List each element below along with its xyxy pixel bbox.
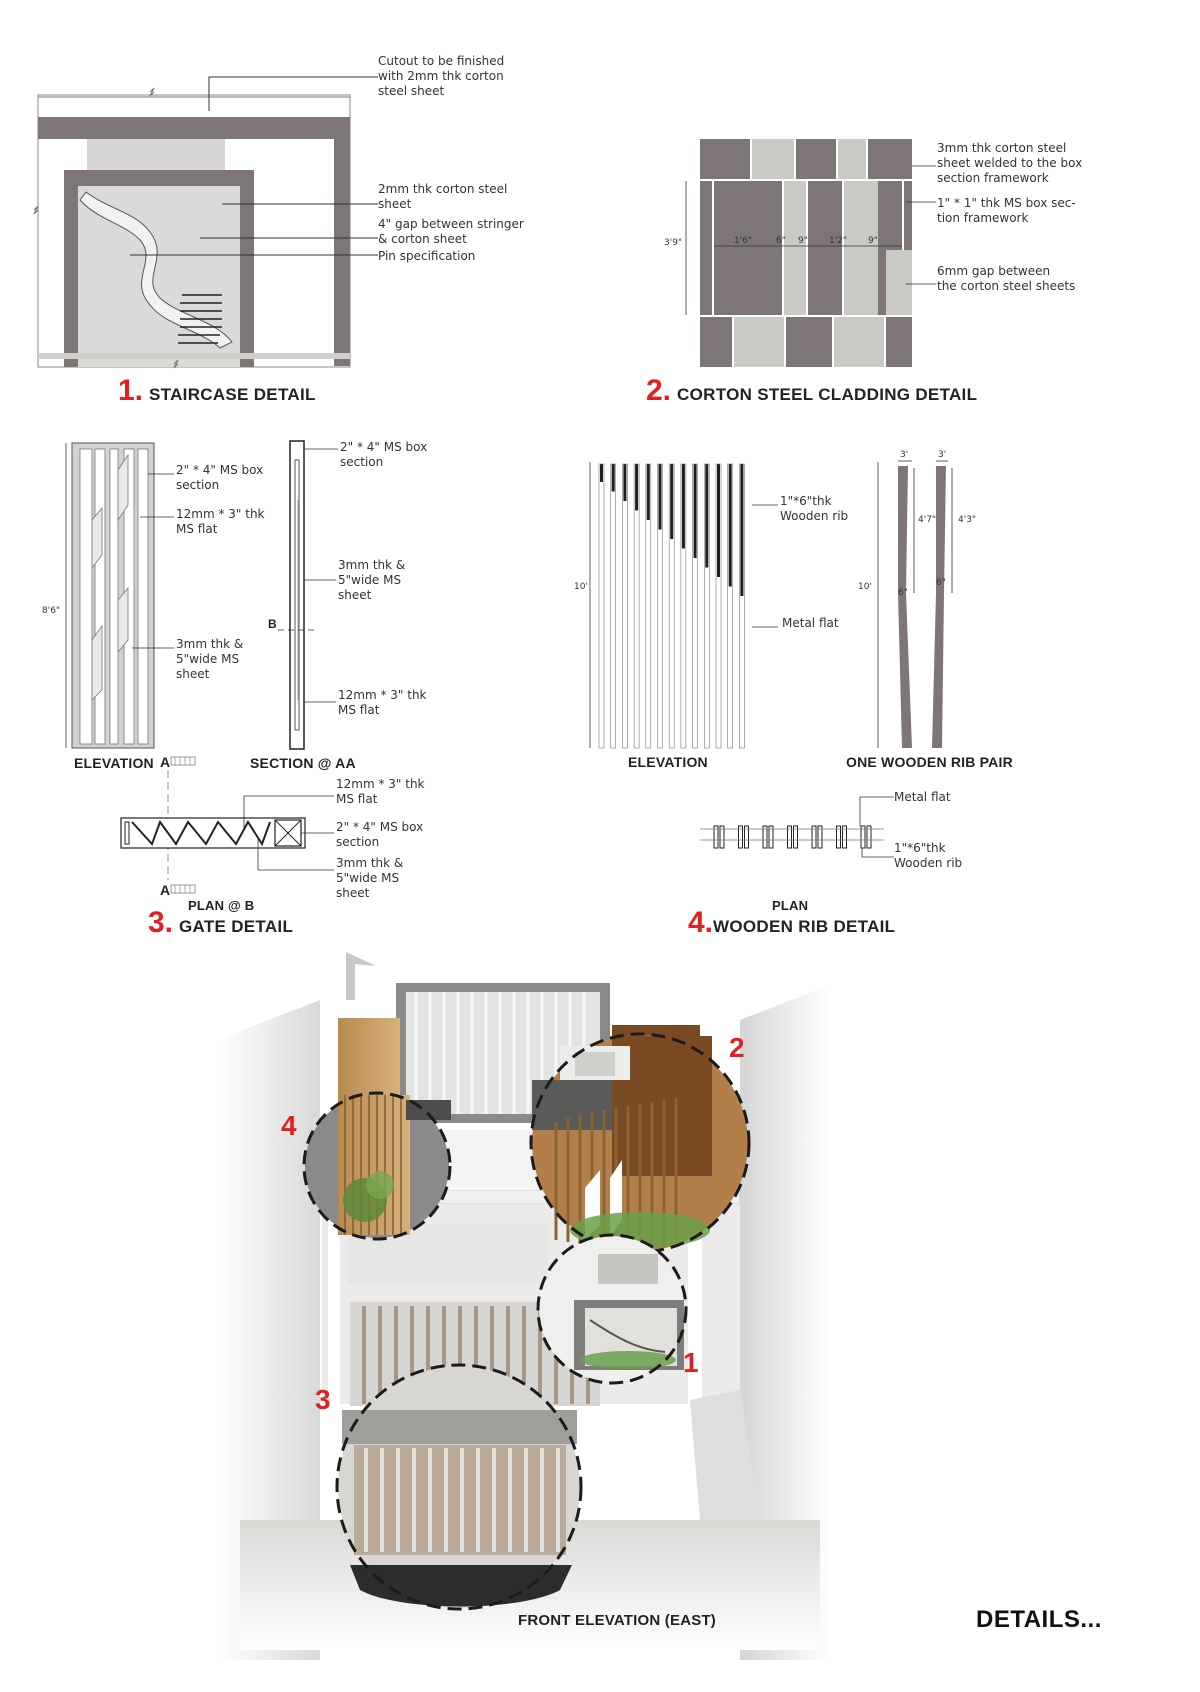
cladding-dim-1: 1'6" xyxy=(734,236,753,246)
gate-sec-note-sheet: 3mm thk & 5"wide MS sheet xyxy=(338,558,406,602)
rib-pair-dim-w1: 3' xyxy=(900,450,909,460)
gate-elevation-dim: 8'6" xyxy=(42,606,61,616)
cladding-note-box-section: 1" * 1" thk MS box sec- tion framework xyxy=(937,196,1076,225)
rib-pair-dim-total: 10' xyxy=(858,582,872,592)
rib-title-text: WOODEN RIB DETAIL xyxy=(713,917,896,936)
rib-pair-dim-b1: 6" xyxy=(898,588,908,598)
gate-plan-note-box: 2" * 4" MS box section xyxy=(336,820,424,849)
rib-elevation-dim: 10' xyxy=(574,582,588,592)
staircase-note-cutout: Cutout to be finished with 2mm thk corton steel sheet xyxy=(378,54,505,98)
gate-title-number: 3. xyxy=(148,906,174,939)
cladding-dim-5: 9" xyxy=(868,236,878,246)
elevation-callout-2: 2 xyxy=(729,1032,745,1063)
gate-sec-note-box: 2" * 4" MS box section xyxy=(340,440,428,469)
gate-elev-note-flat: 12mm * 3" thk MS flat xyxy=(176,507,265,536)
cladding-note-gap: 6mm gap between the corton steel sheets xyxy=(937,264,1076,293)
cladding-dim-height: 3'9" xyxy=(664,238,683,248)
cladding-dim-4: 1'2" xyxy=(829,236,848,246)
cladding-dim-3: 9" xyxy=(798,236,808,246)
rib-pair-dim-h1: 4'7" xyxy=(918,515,937,525)
gate-elev-note-box: 2" * 4" MS box section xyxy=(176,463,264,492)
gate-plan-note-sheet: 3mm thk & 5"wide MS sheet xyxy=(336,856,404,900)
gate-title-text: GATE DETAIL xyxy=(179,917,294,936)
gate-elevation-label: ELEVATION xyxy=(74,755,154,771)
gate-elev-note-sheet: 3mm thk & 5"wide MS sheet xyxy=(176,637,244,681)
cladding-dim-2: 6" xyxy=(776,236,786,246)
rib-pair-dim-b2: 6" xyxy=(936,578,946,588)
gate-sec-note-flat: 12mm * 3" thk MS flat xyxy=(338,688,427,717)
rib-plan-note-metal: Metal flat xyxy=(894,790,951,804)
elevation-callout-3: 3 xyxy=(315,1384,331,1415)
rib-pair-dim-h2: 4'3" xyxy=(958,515,977,525)
gate-plan-label: PLAN @ B xyxy=(188,898,255,913)
gate-section-mark: B xyxy=(268,617,277,631)
rib-title-number: 4. xyxy=(688,906,714,939)
staircase-title-number: 1. xyxy=(118,374,144,407)
rib-elevation-label: ELEVATION xyxy=(628,754,708,770)
rib-plan-label: PLAN xyxy=(772,898,809,913)
staircase-note-gap: 4" gap between stringer & corton sheet xyxy=(378,217,524,246)
rib-note-wooden: 1"*6"thk Wooden rib xyxy=(780,494,849,523)
rib-note-metal: Metal flat xyxy=(782,616,839,630)
front-elevation-label: FRONT ELEVATION (EAST) xyxy=(518,1612,717,1629)
gate-plan-note-flat: 12mm * 3" thk MS flat xyxy=(336,777,425,806)
page-title: DETAILS... xyxy=(976,1606,1102,1633)
elevation-callout-1: 1 xyxy=(683,1347,699,1378)
gate-marker-a-top: A xyxy=(160,754,171,770)
elevation-callout-4: 4 xyxy=(281,1110,297,1141)
cladding-note-sheet: 3mm thk corton steel sheet welded to the box section framework xyxy=(937,141,1083,185)
staircase-title-text: STAIRCASE DETAIL xyxy=(149,385,316,404)
gate-section-label: SECTION @ AA xyxy=(250,755,356,771)
staircase-note-corton-sheet: 2mm thk corton steel sheet xyxy=(378,182,508,211)
rib-plan-note-wooden: 1"*6"thk Wooden rib xyxy=(894,841,963,870)
rib-pair-label: ONE WOODEN RIB PAIR xyxy=(846,754,1013,770)
gate-marker-a-bottom: A xyxy=(160,882,171,898)
cladding-title-text: CORTON STEEL CLADDING DETAIL xyxy=(677,385,978,404)
cladding-title-number: 2. xyxy=(646,374,672,407)
staircase-note-pin: Pin specification xyxy=(378,249,476,263)
rib-pair-dim-w2: 3' xyxy=(938,450,947,460)
